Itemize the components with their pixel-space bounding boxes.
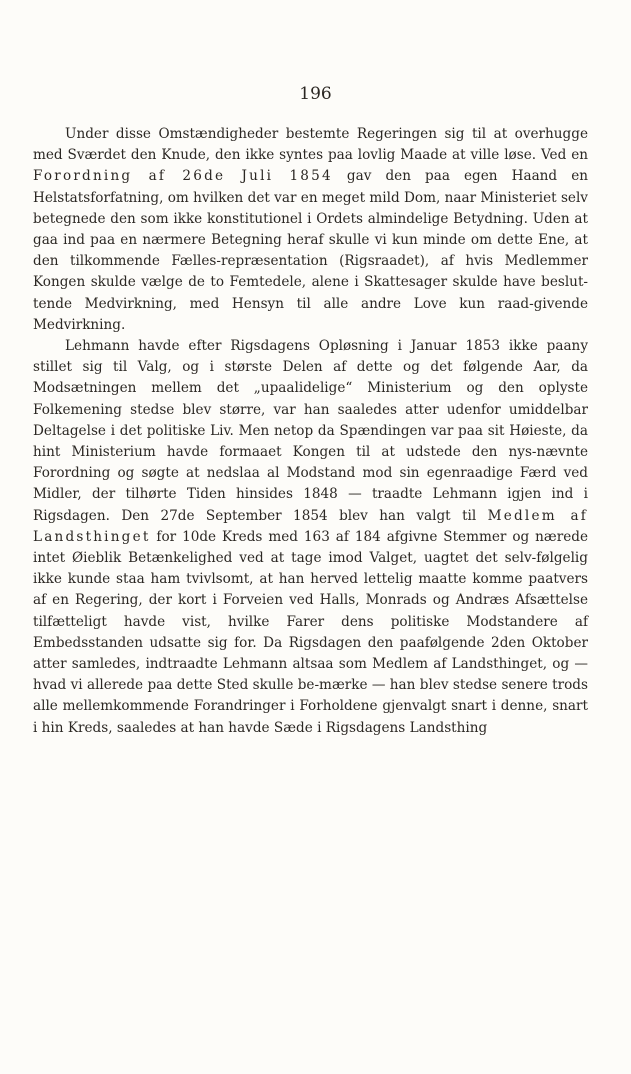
emphasized-text: Medlem af Landsthinget — [33, 507, 588, 545]
paragraph-text: Under disse Omstændigheder bestemte Regeringen sig til at overhugge med Sværdet den Knude, den ikke syntes paa lovlig Maade at ville løse. Ved en — [33, 126, 588, 164]
paragraph — [33, 336, 588, 739]
paragraph — [33, 124, 588, 336]
page-number: 196 — [299, 84, 332, 104]
body-text — [33, 124, 588, 739]
paragraph-text: gav den paa egen Haand en Helstatsforfatning, om hvilken det var en meget mild Dom, naar Ministeriet selv betegnede den som ikke konstitutionel i Ordets almindelige Betydning. Uden at gaa ind paa en nærmere Betegning heraf skulle vi kun minde om dette Ene, at den tilkommende Fælles-repræsentation (Rigsraadet), af hvis Medlemmer Kongen skulde vælge de to Femtedele, alene i Skattesager skulde have beslut-tende Medvirkning, med Hensyn til alle andre Love kun raad-givende Medvirkning. — [33, 168, 588, 333]
paragraph-text: Lehmann havde efter Rigsdagens Opløsning i Januar 1853 ikke paany stillet sig til Valg, og i største Delen af dette og det følgende Aar, da Modsætningen mellem det „upaalidelige“ Ministerium og den oplyste Folkemening stedse blev større, var han saaledes atter udenfor umiddelbar Deltagelse i det politiske Liv. Men netop da Spændingen var paa sit Høieste, da hint Ministerium havde formaaet Kongen til at udstede den nys-nævnte Forordning og søgte at nedslaa al Modstand mod sin egenraadige Færd ved Midler, der tilhørte Tiden hinsides 1848 — traadte Lehmann igjen ind i Rigsdagen. Den 27de September 1854 blev han valgt til — [33, 338, 588, 524]
paragraph-text: for 10de Kreds med 163 af 184 afgivne Stemmer og nærede intet Øieblik Betænkelighed ved at tage imod Valget, uagtet det selv-følgelig ikke kunde staa ham tvivlsomt, at han herved lettelig maatte komme paatvers af en Regering, der kort i Forveien ved Halls, Monrads og Andræs Afsættelse tilfætteligt havde vist, hvilke Farer dens politiske Modstandere af Embedsstanden udsatte sig for. Da Rigsdagen den paafølgende 2den Oktober atter samledes, indtraadte Lehmann altsaa som Medlem af Landsthinget, og — hvad vi allerede paa dette Sted skulle be-mærke — han blev stedse senere trods alle mellemkommende Forandringer i Forholdene gjenvalgt snart i denne, snart i hin Kreds, saaledes at han havde Sæde i Rigsdagens Landsthing — [33, 528, 588, 736]
emphasized-text: Forordning af 26de Juli 1854 — [33, 168, 333, 185]
